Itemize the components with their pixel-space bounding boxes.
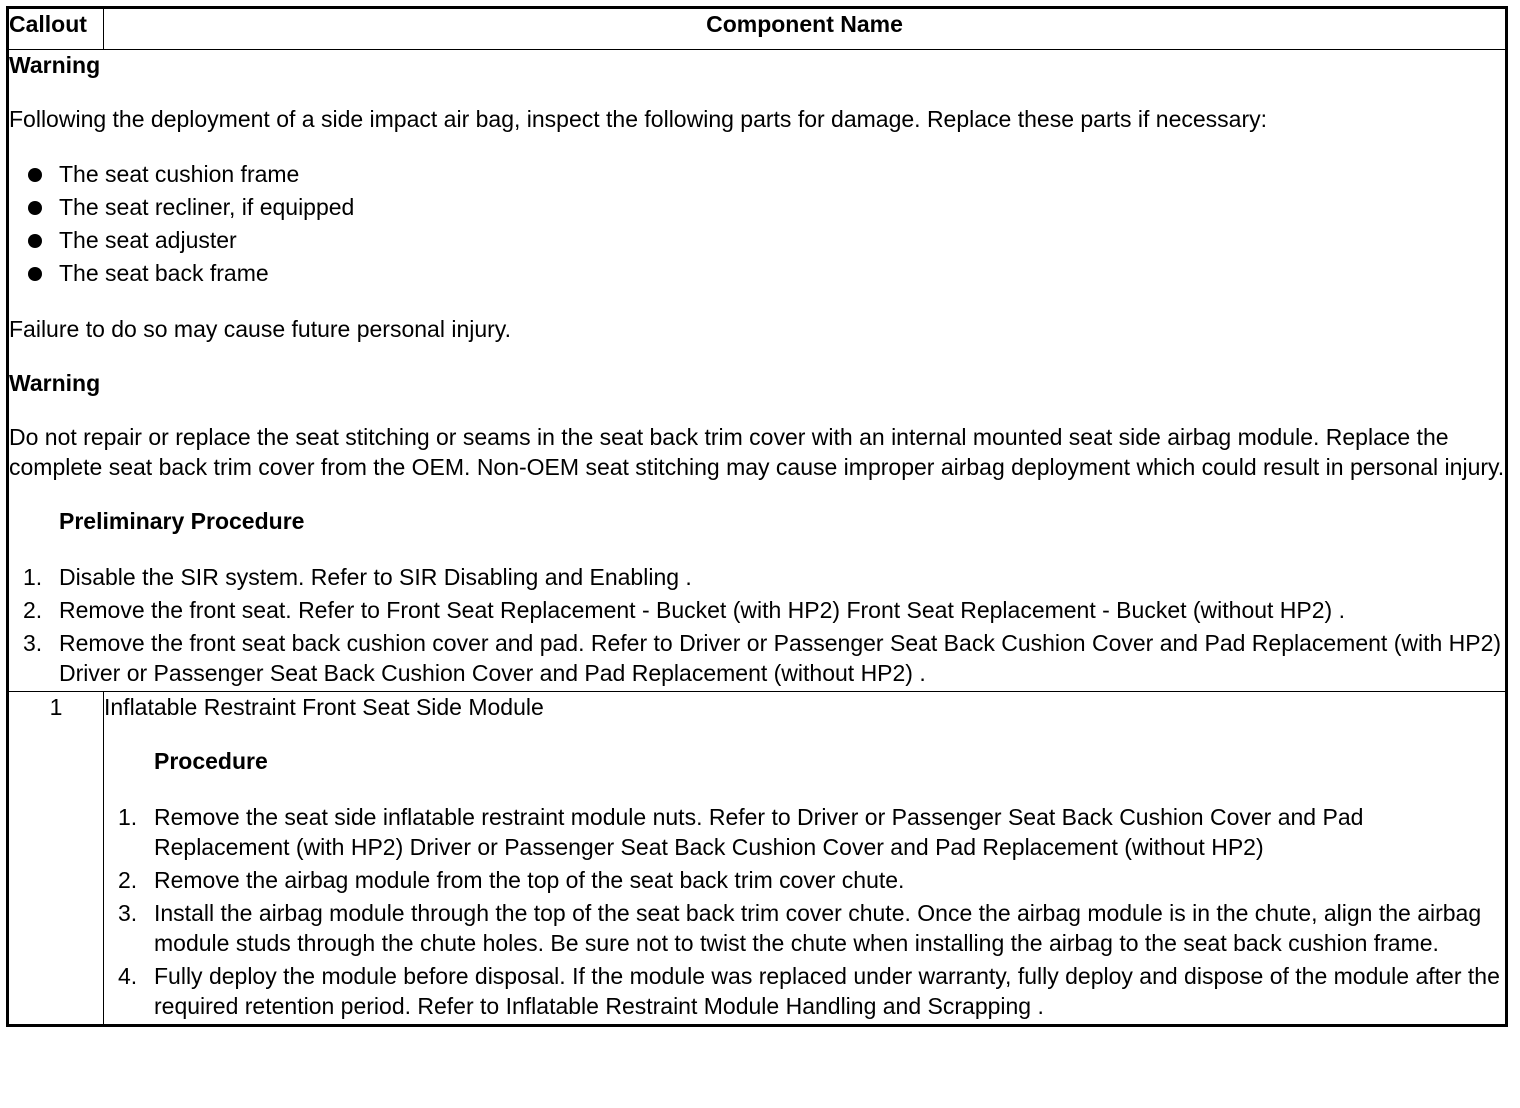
warning-intro: Following the deployment of a side impact air bag, inspect the following parts for damage. Replace these parts if necessary: — [9, 106, 1268, 132]
step-number: 1. — [118, 804, 138, 830]
step-text: Remove the front seat back cushion cover and pad. Refer to Driver or Passenger Seat Back Cushion Cover and Pad Replacement (with HP2) Driver or Passenger Seat Back Cushion Cover and Pad Replacement (without HP2) . — [59, 630, 1502, 686]
component-table — [6, 6, 1508, 1027]
preliminary-row — [8, 50, 1507, 692]
list-item — [9, 257, 1505, 290]
bullet-icon — [28, 201, 42, 215]
step-text: Remove the airbag module from the top of the seat back trim cover chute. — [154, 867, 905, 893]
callout-header: Callout — [8, 8, 104, 50]
step-number: 2. — [118, 867, 138, 893]
component-cell — [104, 692, 1507, 1026]
list-item-text: The seat adjuster — [59, 227, 237, 253]
step-item — [104, 802, 1505, 862]
component-steps — [104, 802, 1505, 1021]
step-number: 3. — [118, 900, 138, 926]
warning-outro: Failure to do so may cause future personal injury. — [9, 316, 511, 342]
bullet-icon — [28, 267, 42, 281]
procedure-title: Procedure — [154, 748, 268, 774]
callout-number: 1 — [8, 692, 104, 1026]
step-item — [9, 595, 1505, 625]
warning-2-text: Do not repair or replace the seat stitching or seams in the seat back trim cover with an internal mounted seat side airbag module. Replace the complete seat back trim cover from the OEM. Non-OEM seat stitching may cause improper airbag deployment which could result in personal injury. — [9, 424, 1505, 480]
step-item — [104, 898, 1505, 958]
component-name-header: Component Name — [104, 8, 1507, 50]
step-text: Fully deploy the module before disposal. If the module was replaced under warranty, fully deploy and dispose of the module after the required retention period. Refer to Inflatable Restraint Module Handling and Scrapping . — [154, 963, 1500, 1019]
component-name: Inflatable Restraint Front Seat Side Module — [104, 694, 544, 720]
step-text: Disable the SIR system. Refer to SIR Disabling and Enabling . — [59, 564, 692, 590]
step-item — [9, 628, 1505, 688]
list-item-text: The seat cushion frame — [59, 161, 300, 187]
list-item-text: The seat back frame — [59, 260, 269, 286]
step-text: Remove the seat side inflatable restraint module nuts. Refer to Driver or Passenger Seat Back Cushion Cover and Pad Replacement (with HP2) Driver or Passenger Seat Back Cushion Cover and Pad Replacement (without HP2) — [154, 804, 1364, 860]
header-row — [8, 8, 1507, 50]
bullet-icon — [28, 168, 42, 182]
inspection-list — [9, 158, 1505, 290]
preliminary-steps — [9, 562, 1505, 688]
step-number: 2. — [23, 597, 43, 623]
list-item — [9, 191, 1505, 224]
step-item — [9, 562, 1505, 592]
preliminary-cell — [8, 50, 1507, 692]
step-number: 3. — [23, 630, 43, 656]
component-row — [8, 692, 1507, 1026]
warning-title-1: Warning — [9, 52, 101, 78]
list-item — [9, 158, 1505, 191]
warning-title-2: Warning — [9, 370, 101, 396]
step-item — [104, 961, 1505, 1021]
bullet-icon — [28, 234, 42, 248]
list-item — [9, 224, 1505, 257]
list-item-text: The seat recliner, if equipped — [59, 194, 355, 220]
step-number: 1. — [23, 564, 43, 590]
step-item — [104, 865, 1505, 895]
step-number: 4. — [118, 963, 138, 989]
step-text: Remove the front seat. Refer to Front Seat Replacement - Bucket (with HP2) Front Seat Replacement - Bucket (without HP2) . — [59, 597, 1345, 623]
preliminary-procedure-title: Preliminary Procedure — [59, 508, 305, 534]
step-text: Install the airbag module through the top of the seat back trim cover chute. Once the airbag module is in the chute, align the airbag module studs through the chute holes. Be sure not to twist the chute when installing the airbag to the seat back cushion frame. — [154, 900, 1482, 956]
